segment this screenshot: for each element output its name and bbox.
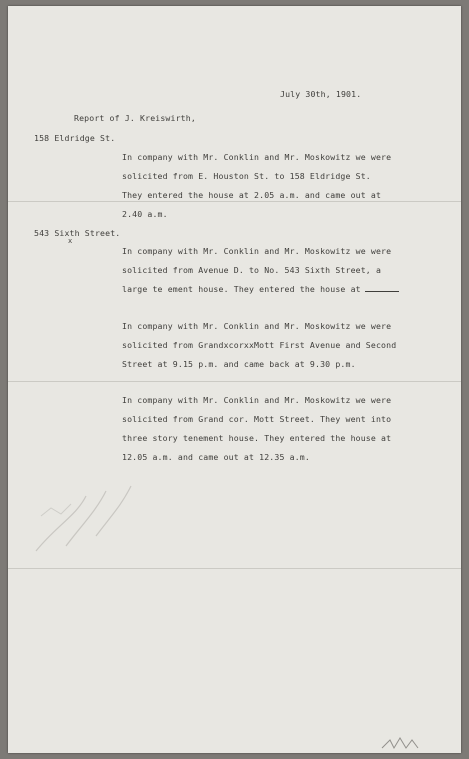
pencil-scribble — [380, 734, 440, 753]
paper-fold — [8, 381, 461, 382]
document-date: July 30th, 1901. — [280, 89, 362, 99]
entry-line: solicited from Avenue D. to No. 543 Sixth Street, a — [122, 265, 382, 275]
address-mark: x — [68, 237, 73, 245]
paper-fold — [8, 201, 461, 202]
entry-line: three story tenement house. They entered the house at — [122, 433, 392, 443]
document-page — [8, 6, 461, 753]
report-heading: Report of J. Kreiswirth, — [74, 113, 196, 123]
entry-line-text: large te ement house. They entered the house at — [122, 284, 361, 294]
entry-line: In company with Mr. Conklin and Mr. Moskowitz we were — [122, 321, 392, 331]
entry-line: 12.05 a.m. and came out at 12.35 a.m. — [122, 452, 310, 462]
entry-address: 543 Sixth Street. — [34, 228, 121, 238]
pencil-scribble — [26, 456, 146, 566]
entry-line: Street at 9.15 p.m. and came back at 9.30 p.m. — [122, 359, 356, 369]
entry-line: In company with Mr. Conklin and Mr. Moskowitz we were — [122, 395, 392, 405]
entry-line: solicited from GrandxcorxxMott First Avenue and Second — [122, 340, 397, 350]
entry-line — [122, 284, 399, 294]
entry-address: 158 Eldridge St. — [34, 133, 116, 143]
blank-underline — [365, 284, 399, 292]
entry-line: solicited from Grand cor. Mott Street. They went into — [122, 414, 392, 424]
entry-line: In company with Mr. Conklin and Mr. Moskowitz we were — [122, 246, 392, 256]
entry-line: 2.40 a.m. — [122, 209, 168, 219]
paper-fold — [8, 568, 461, 569]
entry-line: solicited from E. Houston St. to 158 Eldridge St. — [122, 171, 371, 181]
entry-line: They entered the house at 2.05 a.m. and came out at — [122, 190, 382, 200]
entry-line: In company with Mr. Conklin and Mr. Moskowitz we were — [122, 152, 392, 162]
